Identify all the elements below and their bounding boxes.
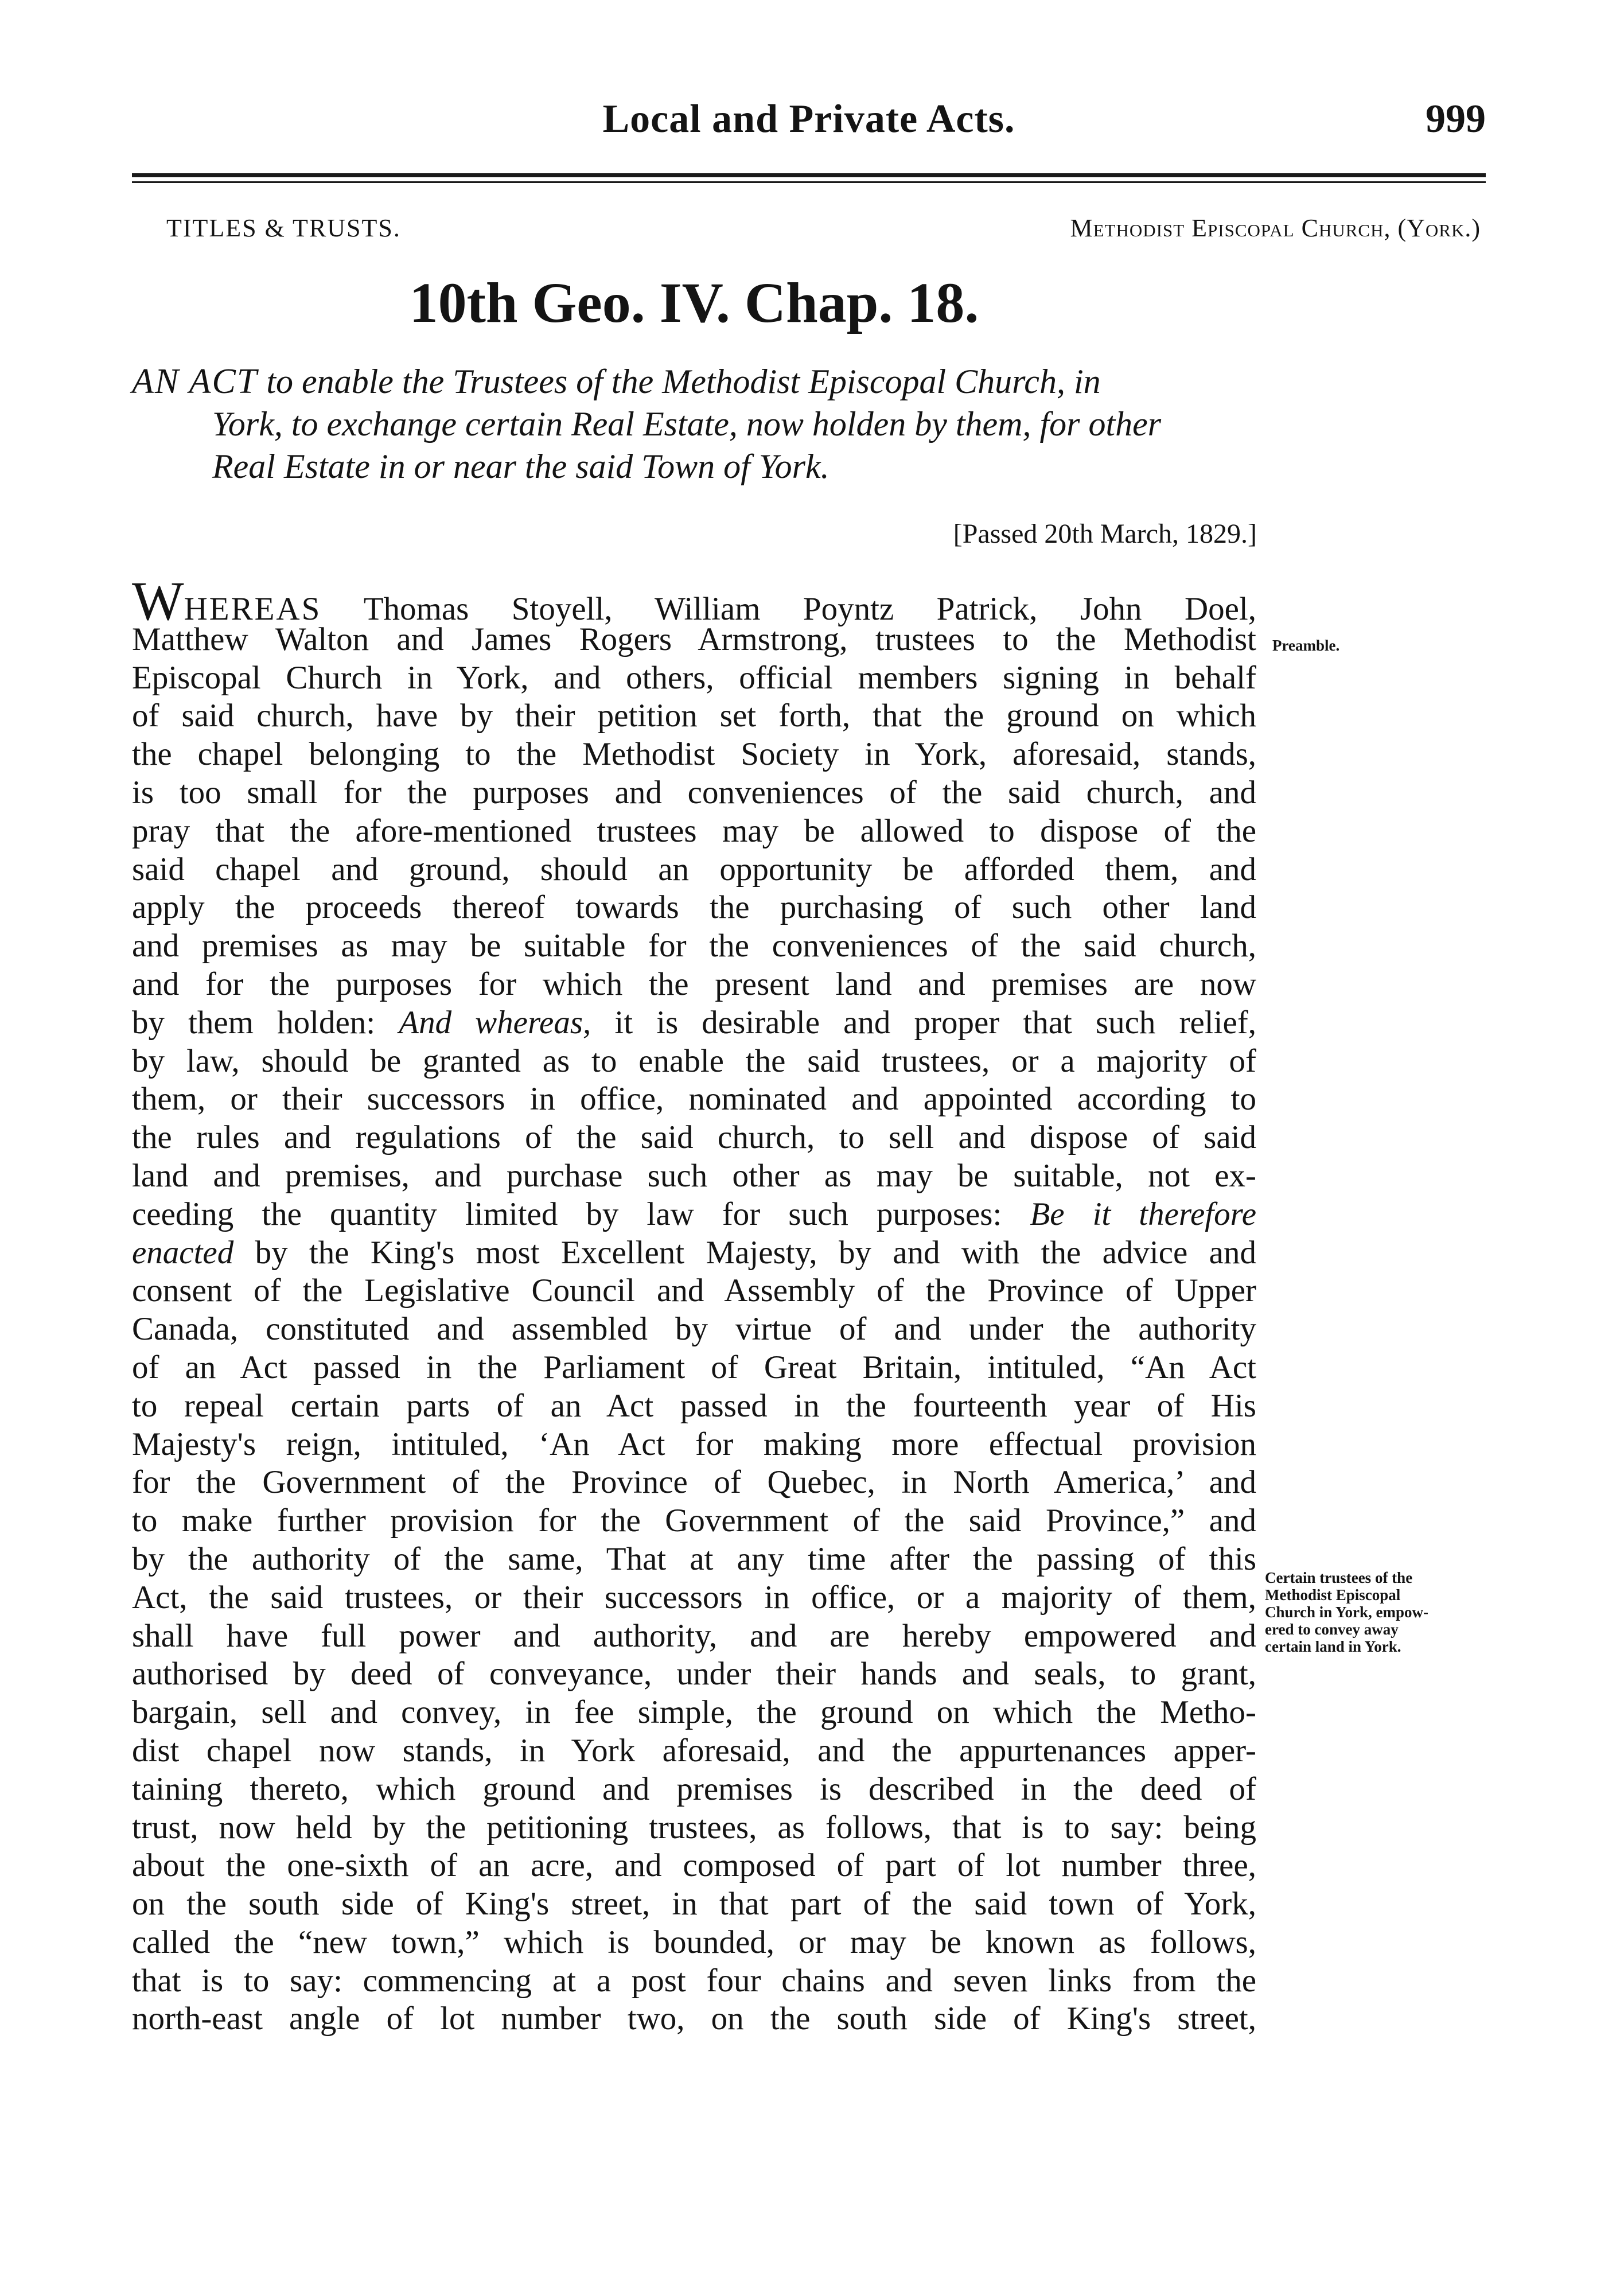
act-title-line-1-rest: to enable the Trustees of the Methodist Episcopal Church, in — [258, 363, 1101, 400]
margin-note-certain-trustees — [1265, 1569, 1460, 1655]
body-italic: Be it therefore — [1030, 1196, 1256, 1232]
body-line: by law, should be granted as to enable the said trustees, or a majority of — [132, 1042, 1256, 1079]
section-heading-left: TITLES & TRUSTS. — [166, 214, 401, 242]
body-line: on the south side of King's street, in that part of the said town of York, — [132, 1886, 1256, 1922]
act-title-line-3: Real Estate in or near the said Town of York. — [212, 447, 829, 485]
opening-rest: Thomas Stoyell, William Poyntz Patrick, John Doel, — [321, 591, 1256, 627]
body-line: shall have full power and authority, and are hereby empowered and — [132, 1617, 1256, 1654]
body-line — [132, 1004, 1256, 1042]
page-number: 999 — [1426, 97, 1486, 141]
body-line — [132, 1234, 1256, 1272]
running-title: Local and Private Acts. — [602, 97, 1015, 141]
body-segment: ceeding the quantity limited by law for such purposes: — [132, 1196, 1030, 1232]
margin-note-line: certain land in York. — [1265, 1638, 1401, 1655]
body-line: Canada, constituted and assembled by virtue of and under the authority — [132, 1311, 1256, 1348]
body-line: of an Act passed in the Parliament of Great Britain, intituled, “An Act — [132, 1349, 1256, 1385]
act-title-line-2: York, to exchange certain Real Estate, now holden by them, for other — [212, 405, 1162, 443]
body-line: is too small for the purposes and conveniences of the said church, and — [132, 774, 1256, 811]
body-line: apply the proceeds thereof towards the purchasing of such other land — [132, 889, 1256, 926]
body-line: Majesty's reign, intituled, ‘An Act for making more effectual provision — [132, 1426, 1256, 1462]
running-head — [132, 86, 1486, 149]
margin-note-line: Methodist Episcopal — [1265, 1586, 1401, 1603]
body-text — [132, 570, 1257, 2038]
body-line: said chapel and ground, should an opportunity be afforded them, and — [132, 851, 1256, 888]
body-line: dist chapel now stands, in York aforesaid, and the appurtenances apper- — [132, 1732, 1256, 1769]
section-heading-right: Methodist Episcopal Church, (York.) — [1070, 214, 1481, 242]
body-line: consent of the Legislative Council and Assembly of the Province of Upper — [132, 1272, 1256, 1309]
body-segment: by them holden: — [132, 1004, 399, 1041]
body-line: pray that the afore-mentioned trustees may be allowed to dispose of the — [132, 812, 1256, 849]
body-line-1 — [132, 570, 1256, 632]
body-line: land and premises, and purchase such other as may be suitable, not ex- — [132, 1157, 1256, 1194]
body-line — [132, 1196, 1256, 1234]
body-segment: by the King's most Excellent Majesty, by and with the advice and — [233, 1234, 1256, 1271]
body-line: and premises as may be suitable for the conveniences of the said church, — [132, 928, 1256, 964]
body-line: taining thereto, which ground and premises is described in the deed of — [132, 1770, 1256, 1807]
body-line: them, or their successors in office, nominated and appointed according to — [132, 1081, 1256, 1118]
act-title-line-1 — [132, 360, 1256, 403]
header-rule-thin — [132, 181, 1486, 183]
body-line: the rules and regulations of the said church, to sell and dispose of said — [132, 1119, 1256, 1156]
body-segment: it is desirable and proper that such relief, — [591, 1004, 1257, 1041]
body-line: trust, now held by the petitioning trustees, as follows, that is to say: being — [132, 1809, 1256, 1846]
chapter-heading: 10th Geo. IV. Chap. 18. — [409, 271, 979, 334]
body-line: north-east angle of lot number two, on the south side of King's street, — [132, 2000, 1256, 2037]
opening-caps: HEREAS — [184, 591, 322, 627]
passed-date: [Passed 20th March, 1829.] — [953, 519, 1257, 549]
body-line: Act, the said trustees, or their successors in office, or a majority of them, — [132, 1579, 1256, 1616]
margin-note-line: Certain trustees of the — [1265, 1569, 1413, 1586]
margin-note-preamble: Preamble. — [1272, 637, 1340, 654]
body-line: Matthew Walton and James Rogers Armstrong, trustees to the Methodist — [132, 621, 1256, 657]
body-line: authorised by deed of conveyance, under their hands and seals, to grant, — [132, 1656, 1256, 1692]
body-line: and for the purposes for which the present land and premises are now — [132, 966, 1256, 1002]
header-rule-thick — [132, 173, 1486, 177]
body-italic: And whereas, — [399, 1004, 591, 1041]
body-line: for the Government of the Province of Quebec, in North America,’ and — [132, 1464, 1256, 1501]
body-line: to make further provision for the Government of the said Province,” and — [132, 1503, 1256, 1539]
margin-note-line: Church in York, empow- — [1265, 1603, 1429, 1621]
margin-note-line: ered to convey away — [1265, 1621, 1399, 1638]
body-line: called the “new town,” which is bounded, or may be known as follows, — [132, 1924, 1256, 1960]
body-line: Episcopal Church in York, and others, official members signing in behalf — [132, 659, 1256, 696]
body-line: about the one-sixth of an acre, and composed of part of lot number three, — [132, 1847, 1256, 1884]
body-line: that is to say: commencing at a post four chains and seven links from the — [132, 1962, 1256, 1999]
act-title — [132, 360, 1256, 488]
body-italic: enacted — [132, 1234, 234, 1271]
body-line: to repeal certain parts of an Act passed in the fourteenth year of His — [132, 1387, 1256, 1424]
body-line: bargain, sell and convey, in fee simple, the ground on which the Metho- — [132, 1694, 1256, 1731]
body-line: of said church, have by their petition set forth, that the ground on which — [132, 698, 1256, 734]
body-line: the chapel belonging to the Methodist Society in York, aforesaid, stands, — [132, 736, 1256, 773]
body-line: by the authority of the same, That at any time after the passing of this — [132, 1540, 1256, 1577]
act-title-lead: AN ACT — [132, 362, 258, 401]
drop-cap: W — [132, 570, 184, 632]
